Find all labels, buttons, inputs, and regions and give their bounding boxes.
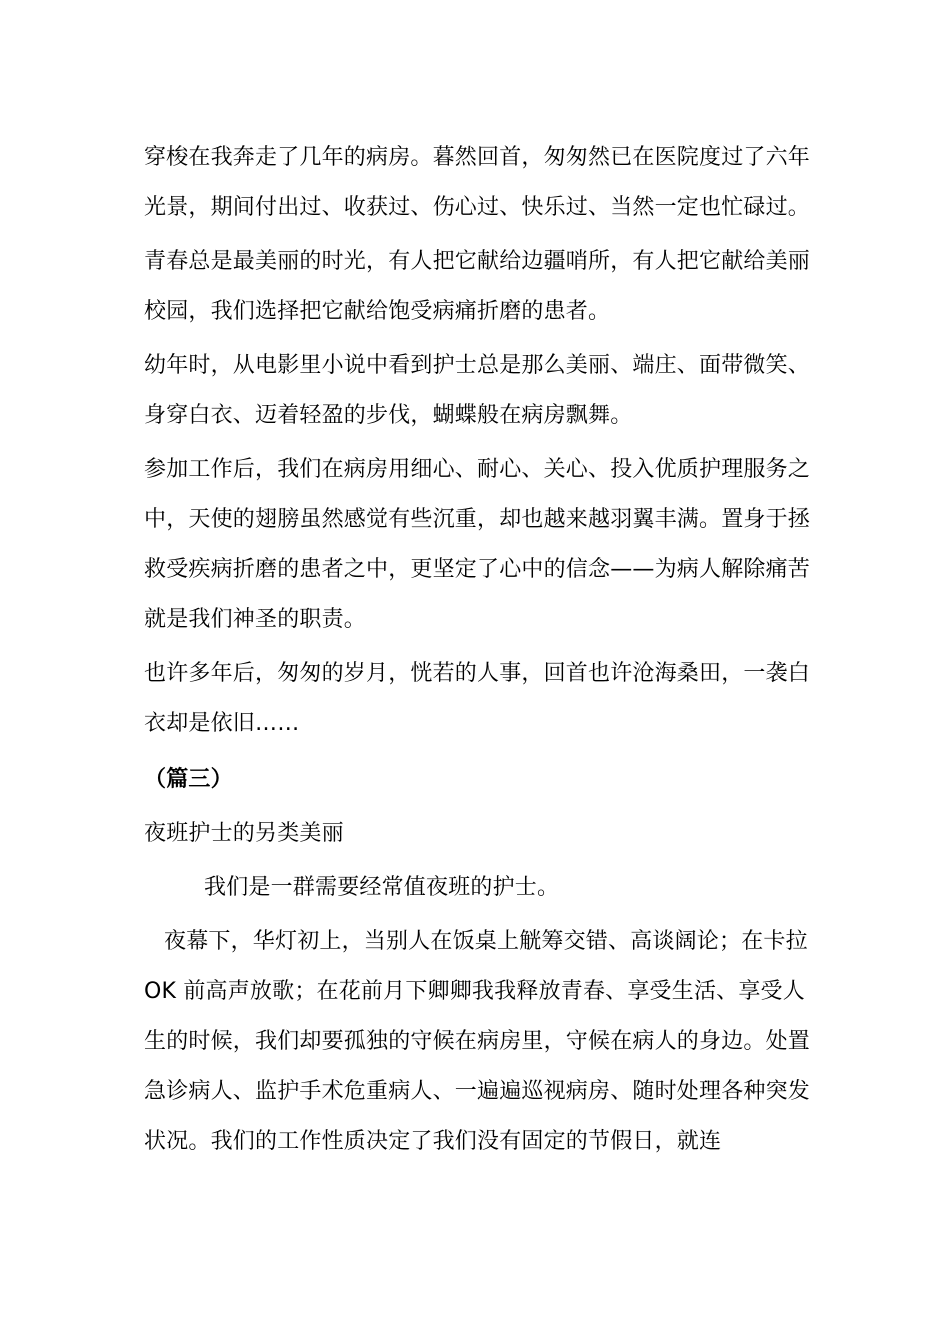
paragraph-5: 也许多年后，匆匆的岁月，恍若的人事，回首也许沧海桑田，一袭白衣却是依旧…… [144,661,811,736]
paragraph-4: 参加工作后，我们在病房用细心、耐心、关心、投入优质护理服务之中，天使的翅膀虽然感觉有些沉重，却也越来越羽翼丰满。置身于拯救受疾病折磨的患者之中，更坚定了心中的信念——为病人解除痛苦就是我们神圣的职责。 [144,457,811,632]
section-paragraph-1: 我们是一群需要经常值夜班的护士。 [204,875,560,900]
paragraph-1: 穿梭在我奔走了几年的病房。暮然回首，匆匆然已在医院度过了六年光景，期间付出过、收获过、伤心过、快乐过、当然一定也忙碌过。 [144,145,811,220]
paragraph-3: 幼年时，从电影里小说中看到护士总是那么美丽、端庄、面带微笑、身穿白衣、迈着轻盈的步伐，蝴蝶般在病房飘舞。 [144,353,811,428]
section-title: 夜班护士的另类美丽 [144,821,344,846]
section-heading: （篇三） [144,767,233,792]
document-body [144,133,816,1171]
section-paragraph-2: 夜幕下，华灯初上，当别人在饭桌上觥筹交错、高谈阔论；在卡拉 OK 前高声放歌；在花前月下卿卿我我释放青春、享受生活、享受人生的时候，我们却要孤独的守候在病房里，守候在病人的身边。处置急诊病人、监护手术危重病人、一遍遍巡视病房、随时处理各种突发状况。我们的工作性质决定了我们没有固定的节假日，就连 [144,929,811,1154]
paragraph-2: 青春总是最美丽的时光，有人把它献给边疆哨所，有人把它献给美丽校园，我们选择把它献给饱受病痛折磨的患者。 [144,249,811,324]
